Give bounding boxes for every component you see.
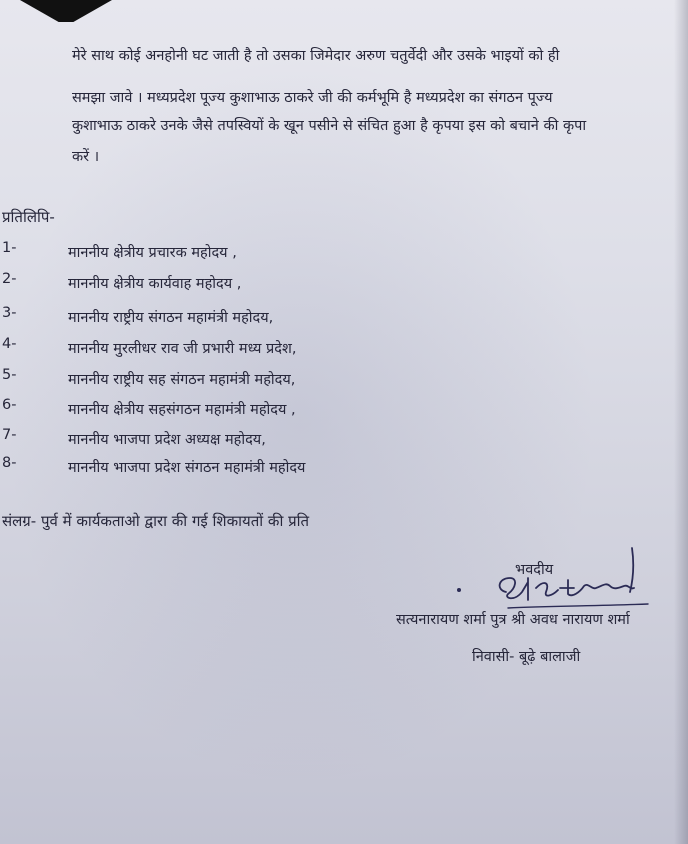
paragraph-line: मेरे साथ कोई अनहोनी घट जाती है तो उसका जिमेदार अरुण चतुर्वेदी और उसके भाइयों को ही (72, 48, 560, 64)
cc-list-item (0, 455, 688, 481)
cc-item-name: माननीय मुरलीधर राव जी प्रभारी मध्य प्रदेश, (68, 341, 297, 357)
paragraph-line: समझा जावे । मध्यप्रदेश पूज्य कुशाभाऊ ठाकरे जी की कर्मभूमि है मध्यप्रदेश का संगठन पूज्य (72, 90, 553, 106)
closing-salutation: भवदीय (515, 562, 554, 578)
signatory-residence: निवासी- बूढ़े बालाजी (472, 649, 581, 665)
cc-item-number: 5- (2, 367, 17, 383)
cc-list-item (0, 240, 688, 266)
cc-item-name: माननीय राष्ट्रीय सह संगठन महामंत्री महोदय, (68, 372, 296, 388)
cc-item-number: 6- (2, 397, 17, 413)
cc-list-item (0, 305, 688, 331)
ink-dot (457, 588, 461, 592)
cc-item-name: माननीय क्षेत्रीय सहसंगठन महामंत्री महोदय , (68, 402, 296, 418)
cc-item-number: 1- (2, 240, 17, 256)
cc-item-number: 4- (2, 336, 17, 352)
cc-item-name: माननीय क्षेत्रीय कार्यवाह महोदय , (68, 276, 242, 292)
cc-heading: प्रतिलिपि- (2, 208, 55, 226)
paragraph-line: करें । (72, 149, 100, 165)
paragraph-line: कुशाभाऊ ठाकरे उनके जैसे तपस्वियों के खून पसीने से संचित हुआ है कृपया इस को बचाने की कृपा (72, 118, 587, 134)
cc-item-name: माननीय भाजपा प्रदेश संगठन महामंत्री महोदय (68, 460, 306, 476)
cc-item-number: 8- (2, 455, 17, 471)
handwritten-signature (488, 542, 658, 622)
cc-item-name: माननीय भाजपा प्रदेश अध्यक्ष महोदय, (68, 432, 266, 448)
cc-item-name: माननीय क्षेत्रीय प्रचारक महोदय , (68, 245, 237, 261)
cc-list-item (0, 427, 688, 453)
cc-item-number: 7- (2, 427, 17, 443)
cc-list-item (0, 397, 688, 423)
cc-item-name: माननीय राष्ट्रीय संगठन महामंत्री महोदय, (68, 310, 274, 326)
cc-list-item (0, 336, 688, 362)
cc-item-number: 2- (2, 271, 17, 287)
enclosure-line: संलग्र- पुर्व में कार्यकताओ द्वारा की गई शिकायतों की प्रति (2, 512, 310, 530)
cc-list-item (0, 271, 688, 297)
cc-item-number: 3- (2, 305, 17, 321)
signatory-name: सत्यनारायण शर्मा पुत्र श्री अवध नारायण शर्मा (396, 612, 630, 628)
page-corner-shadow (20, 0, 112, 22)
cc-list-item (0, 367, 688, 393)
